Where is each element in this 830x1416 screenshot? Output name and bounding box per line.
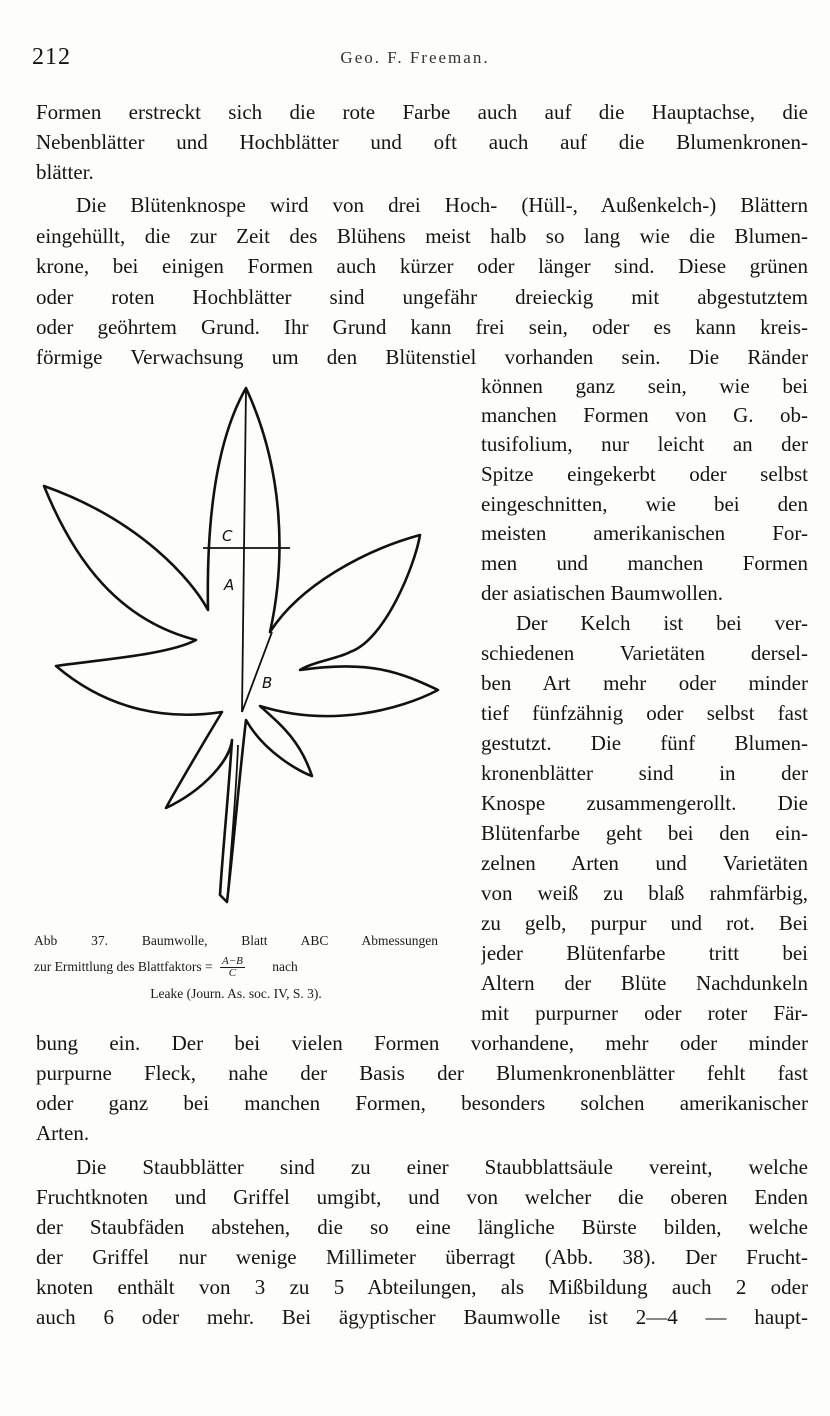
text-line: schiedenen Varietäten dersel-	[481, 641, 808, 665]
fraction-denominator: C	[228, 967, 237, 980]
text-line: Der Kelch ist bei ver-	[516, 611, 808, 635]
text-line: Knospe zusammengerollt. Die	[481, 791, 808, 815]
text-line: können ganz sein, wie bei	[481, 374, 808, 398]
figure-caption-line	[34, 953, 438, 981]
text-line: tusifolium, nur leicht an der	[481, 432, 808, 456]
running-head: Geo. F. Freeman.	[340, 48, 490, 67]
text-line: eingeschnitten, wie bei den	[481, 492, 808, 516]
text-line: oder roten Hochblätter sind ungefähr dreieckig mit abgestutztem	[36, 285, 808, 309]
page-number: 212	[32, 44, 71, 70]
fraction-numerator: A−B	[221, 955, 243, 968]
text-line: Fruchtknoten und Griffel umgibt, und von welcher die oberen Enden	[36, 1185, 808, 1209]
text-line: Spitze eingekerbt oder selbst	[481, 462, 808, 486]
lobe-line-b	[242, 632, 272, 712]
text-line: men und manchen Formen	[481, 551, 808, 575]
text-line: ben Art mehr oder minder	[481, 671, 808, 695]
text-line: auch 6 oder mehr. Bei ägyptischer Baumwolle ist 2—4 — haupt-	[36, 1305, 808, 1329]
text-line: krone, bei einigen Formen auch kürzer oder länger sind. Diese grünen	[36, 254, 808, 278]
figure-caption-line: Abb 37. Baumwolle, Blatt ABC Abmessungen	[34, 933, 438, 948]
text-line: Die Blütenknospe wird von drei Hoch- (Hüll-, Außenkelch-) Blättern	[76, 193, 808, 217]
text-line: gestutzt. Die fünf Blumen-	[481, 731, 808, 755]
text-line: meisten amerikanischen For-	[481, 521, 808, 545]
text-line: jeder Blütenfarbe tritt bei	[481, 941, 808, 965]
leaf-outline	[44, 388, 438, 902]
caption-text: zur Ermittlung des Blattfaktors =	[34, 959, 213, 974]
text-line: purpurne Fleck, nahe der Basis der Blumenkronenblätter fehlt fast	[36, 1061, 808, 1085]
text-line: Blütenfarbe geht bei den ein-	[481, 821, 808, 845]
text-line: Die Staubblätter sind zu einer Staubblattsäule vereint, welche	[76, 1155, 808, 1179]
text-line: bung ein. Der bei vielen Formen vorhandene, mehr oder minder	[36, 1031, 808, 1055]
text-line: Nebenblätter und Hochblätter und oft auch auf die Blumenkronen-	[36, 130, 808, 154]
text-line: tief fünfzähnig oder selbst fast	[481, 701, 808, 725]
caption-text: nach	[272, 959, 298, 974]
text-line: mit purpurner oder roter Fär-	[481, 1001, 808, 1025]
cotton-leaf-figure	[30, 380, 450, 920]
text-line: Arten.	[36, 1121, 90, 1145]
text-line: der Griffel nur wenige Millimeter überragt (Abb. 38). Der Frucht-	[36, 1245, 808, 1269]
text-line: kronenblätter sind in der	[481, 761, 808, 785]
text-line: oder geöhrtem Grund. Ihr Grund kann frei sein, oder es kann kreis-	[36, 315, 808, 339]
text-line: der asiatischen Baumwollen.	[481, 581, 724, 605]
text-line: oder ganz bei manchen Formen, besonders solchen amerikanischer	[36, 1091, 808, 1115]
text-line: zelnen Arten und Varietäten	[481, 851, 808, 875]
text-line: der Staubfäden abstehen, die so eine längliche Bürste bilden, welche	[36, 1215, 808, 1239]
text-line: manchen Formen von G. ob-	[481, 403, 808, 427]
text-line: zu gelb, purpur und rot. Bei	[481, 911, 808, 935]
text-line: knoten enthält von 3 zu 5 Abteilungen, als Mißbildung auch 2 oder	[36, 1275, 808, 1299]
midrib-line-a	[242, 388, 246, 712]
figure-caption-line: Leake (Journ. As. soc. IV, S. 3).	[150, 986, 322, 1001]
label-b: B	[262, 674, 273, 692]
leaf-factor-fraction	[220, 956, 245, 979]
text-line: eingehüllt, die zur Zeit des Blühens meist halb so lang wie die Blumen-	[36, 224, 808, 248]
text-line: Altern der Blüte Nachdunkeln	[481, 971, 808, 995]
text-line: Formen erstreckt sich die rote Farbe auch auf die Hauptachse, die	[36, 100, 808, 124]
label-a: A	[224, 576, 235, 594]
label-c: C	[222, 527, 233, 545]
text-line: von weiß zu blaß rahmfärbig,	[481, 881, 808, 905]
text-line: förmige Verwachsung um den Blütenstiel vorhanden sein. Die Ränder	[36, 345, 808, 369]
text-line: blätter.	[36, 160, 94, 184]
